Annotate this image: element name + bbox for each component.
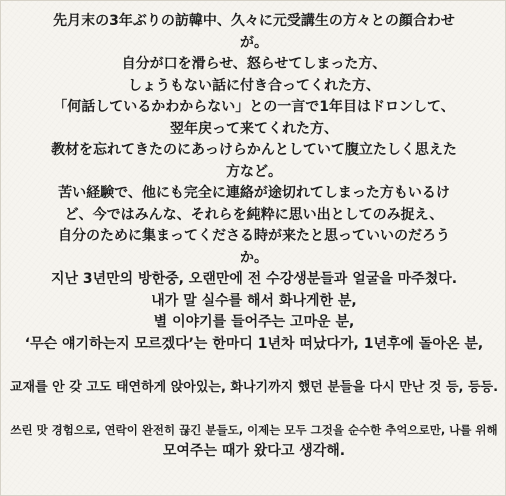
document-text bbox=[9, 11, 499, 463]
kr-line: 내가 말 실수를 해서 화나게한 분, bbox=[151, 292, 357, 309]
jp-line: 「何話しているかわからない」との一言で1年目はドロンして、 bbox=[53, 99, 455, 115]
kr-line: 모여주는 때가 왔다고 생각해. bbox=[162, 443, 346, 459]
jp-line: 教材を忘れてきたのにあっけらかんとしていて腹立たしく思えた bbox=[51, 142, 457, 158]
jp-line: 翌年戻って来てくれた方、 bbox=[170, 120, 338, 137]
jp-line: 先月末の3年ぶりの訪韓中、久々に元受講生の方々との顔合わせ bbox=[53, 13, 455, 29]
kr-line: 별 이야기를 들어주는 고마운 분, bbox=[153, 314, 355, 330]
jp-line: が。 bbox=[240, 34, 268, 51]
blank-line bbox=[9, 398, 499, 420]
jp-line: 方など。 bbox=[226, 163, 282, 180]
jp-line: 自分のために集まってくださる時が来たと思っていいのだろう bbox=[58, 228, 450, 244]
jp-line: 自分が口を滑らせ、怒らせてしまった方、 bbox=[121, 56, 387, 72]
jp-line: しょうもない話に付き合ってくれた方、 bbox=[128, 77, 380, 94]
jp-line: 苦い経験で、他にも完全に連絡が途切れてしまった方もいるけ bbox=[58, 185, 450, 201]
jp-line: か。 bbox=[240, 249, 268, 266]
kr-line: 쓰린 맛 경험으로, 연락이 완전히 끊긴 분들도, 이제는 모두 그것을 순수한 추억으로만, 나를 위해 bbox=[10, 422, 498, 437]
blank-line bbox=[9, 355, 499, 377]
kr-line: 교재를 안 갖 고도 태연하게 앉아있는, 화나기까지 했던 분들을 다시 만난 것 등, 등등. bbox=[9, 379, 499, 395]
kr-line: ‘무슨 얘기하는지 모르겠다’는 한마디 1년차 떠났다가, 1년후에 돌아온 분, bbox=[24, 335, 484, 352]
jp-line: ど、今ではみんな、それらを純粋に思い出としてのみ捉え、 bbox=[64, 206, 444, 223]
kr-line: 지난 3년만의 방한중, 오랜만에 전 수강생분들과 얼굴을 마주쳤다. bbox=[50, 271, 458, 287]
